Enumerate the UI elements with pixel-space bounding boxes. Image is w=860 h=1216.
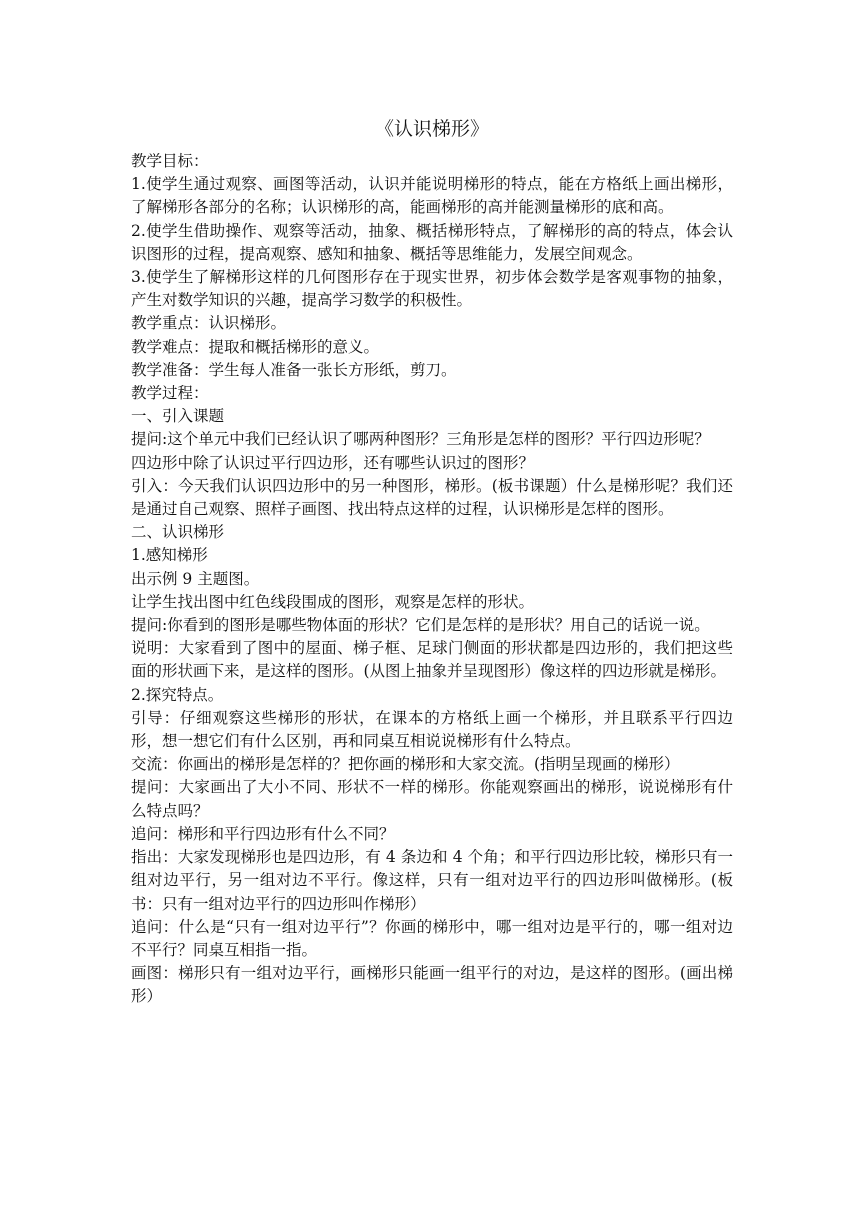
paragraph: 画图：梯形只有一组对边平行，画梯形只能画一组平行的对边，是这样的图形。(画出梯形）	[131, 964, 733, 1006]
paragraph: 引导：仔细观察这些梯形的形状，在课本的方格纸上画一个梯形，并且联系平行四边形，想一想它们有什么区别，再和同桌互相说说梯形有什么特点。	[131, 708, 733, 751]
section-heading-objectives: 教学目标：	[131, 152, 209, 170]
objective-3: 3.使学生了解梯形这样的几何图形存在于现实世界，初步体会数学是客观事物的抽象，产生对数学知识的兴趣，提高学习数学的积极性。	[131, 268, 733, 310]
paragraph: 引入：今天我们认识四边形中的另一种图形，梯形。(板书课题）什么是梯形呢？我们还是通过自己观察、照样子画图、找出特点这样的过程，认识梯形是怎样的图形。	[131, 476, 733, 519]
paragraph: 追问：什么是“只有一组对边平行”？你画的梯形中，哪一组对边是平行的，哪一组对边不平行？同桌互相指一指。	[131, 917, 733, 959]
section-heading-process: 教学过程：	[131, 384, 209, 403]
paragraph: 提问:这个单元中我们已经认识了哪两种图形？三角形是怎样的图形？平行四边形呢？	[131, 430, 710, 449]
teaching-preparation: 教学准备：学生每人准备一张长方形纸，剪刀。	[131, 360, 457, 379]
objective-2: 2.使学生借助操作、观察等活动，抽象、概括梯形特点，了解梯形的高的特点，体会认识图形的过程，提高观察、感知和抽象、概括等思维能力，发展空间观念。	[131, 221, 733, 263]
paragraph: 说明：大家看到了图中的屋面、梯子框、足球门侧面的形状都是四边形的，我们把这些面的形状画下来，是这样的图形。(从图上抽象并呈现图形）像这样的四边形就是梯形。	[131, 639, 733, 681]
part-2-heading: 二、认识梯形	[131, 523, 225, 542]
objective-1: 1.使学生通过观察、画图等活动，认识并能说明梯形的特点，能在方格纸上画出梯形，了解梯形各部分的名称；认识梯形的高，能画梯形的高并能测量梯形的底和高。	[131, 175, 733, 217]
paragraph: 让学生找出图中红色线段围成的图形，观察是怎样的形状。	[131, 592, 535, 611]
document-body	[131, 150, 733, 1009]
document-page	[131, 114, 733, 1009]
paragraph: 提问:你看到的图形是哪些物体面的形状？它们是怎样的是形状？用自己的话说一说。	[131, 616, 710, 635]
paragraph: 追问：梯形和平行四边形有什么不同？	[131, 824, 395, 843]
part-1-heading: 一、引入课题	[131, 407, 225, 426]
subsection-heading: 1.感知梯形	[131, 546, 208, 565]
paragraph: 交流：你画出的梯形是怎样的？把你画的梯形和大家交流。(指明呈现画的梯形）	[131, 755, 680, 774]
teaching-difficulty: 教学难点：提取和概括梯形的意义。	[131, 337, 380, 356]
paragraph: 出示例 9 主题图。	[131, 569, 260, 588]
paragraph: 指出：大家发现梯形也是四边形，有 4 条边和 4 个角；和平行四边形比较，梯形只有一组对边平行，另一组对边不平行。像这样，只有一组对边平行的四边形叫做梯形。(板书：只有一组对边平行的四边形叫作梯形）	[131, 848, 733, 913]
document-title: 《认识梯形》	[374, 118, 489, 140]
paragraph: 四边形中除了认识过平行四边形，还有哪些认识过的图形？	[131, 453, 535, 472]
teaching-key-point: 教学重点：认识梯形。	[131, 314, 287, 333]
paragraph: 提问：大家画出了大小不同、形状不一样的梯形。你能观察画出的梯形，说说梯形有什么特点吗？	[131, 778, 733, 820]
subsection-heading: 2.探究特点。	[131, 685, 224, 704]
